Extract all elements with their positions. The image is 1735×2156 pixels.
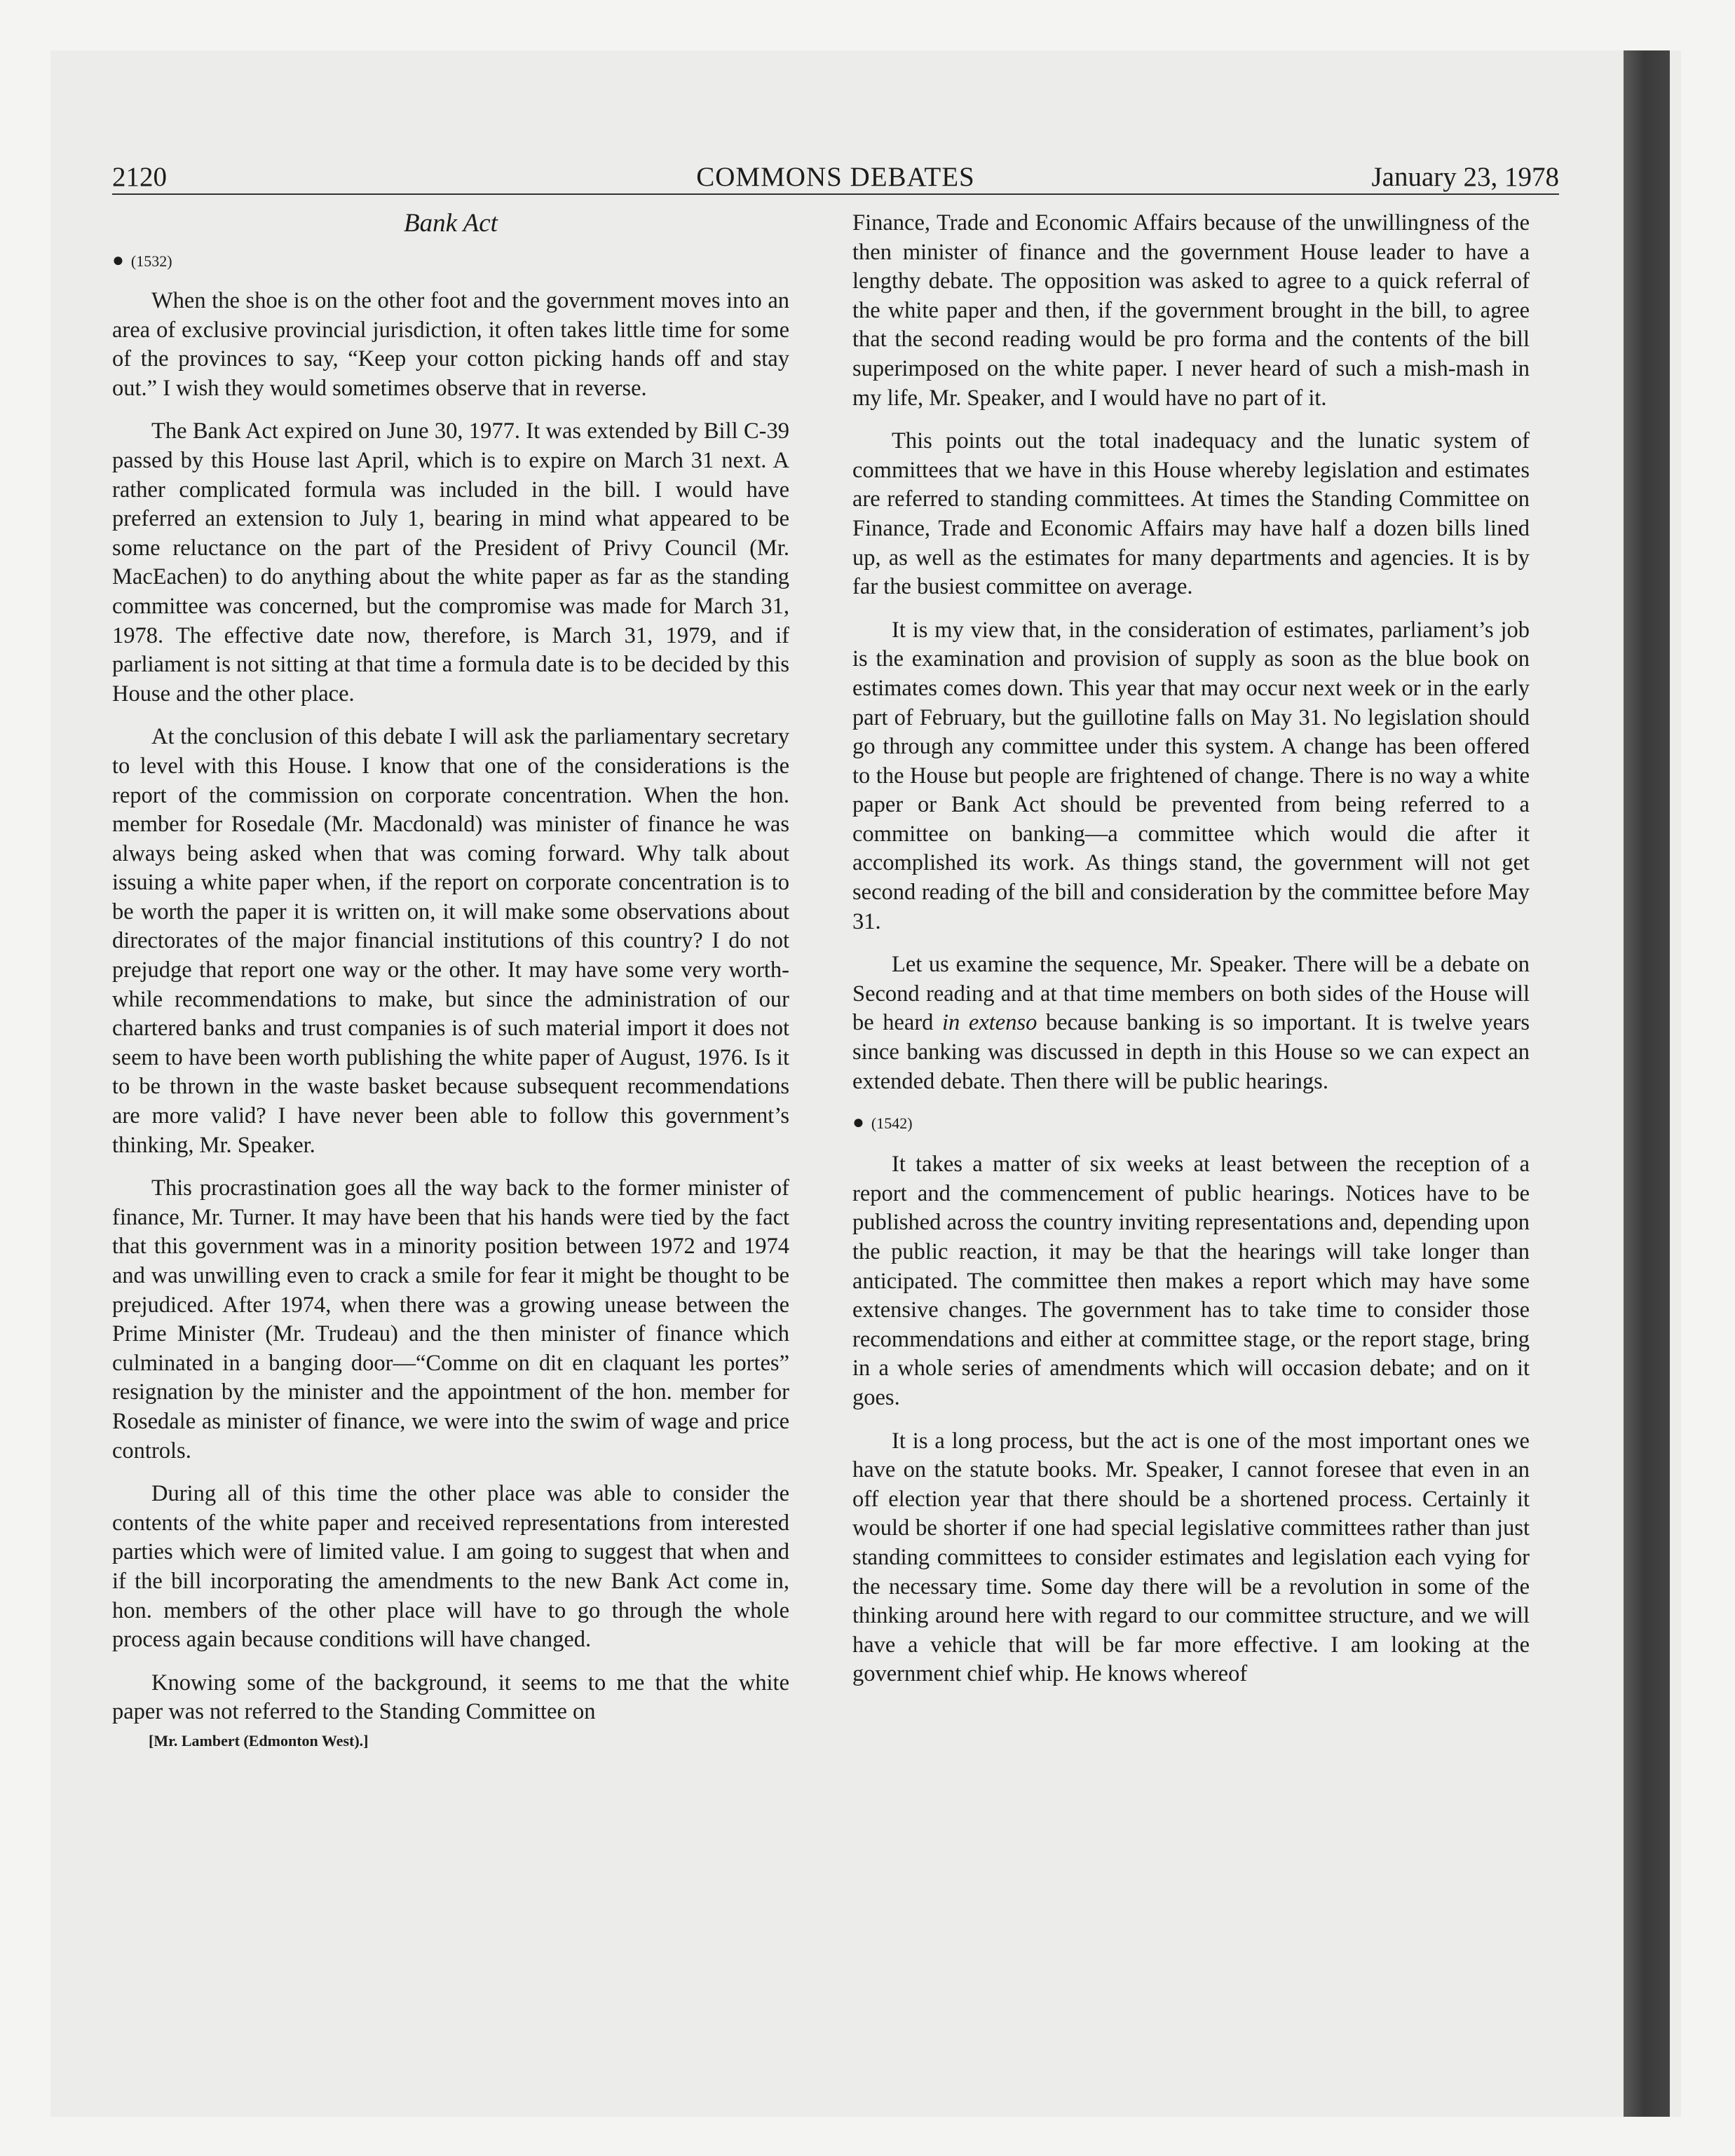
time-marker-text: (1542) [871, 1114, 913, 1133]
paragraph-sequence [852, 950, 1530, 1096]
paragraph-continuation: Finance, Trade and Economic Affairs because of the unwillingness of the then minister of finance and the government House leader to have a lengthy debate. The opposition was asked to agree to a quick referral of the white paper and then, if the government brought in the bill, to agree that the second reading would be pro forma and the contents of the bill superimposed on the white paper. I never heard of such a mish-mash in my life, Mr. Speaker, and I would have no part of it. [852, 210, 1530, 411]
page-number: 2120 [112, 162, 167, 192]
right-column [852, 209, 1530, 1703]
time-marker [112, 248, 789, 274]
page-header [112, 158, 1559, 196]
time-marker [852, 1110, 1530, 1136]
paragraph: It takes a matter of six weeks at least between the reception of a report and the commencement of public hearings. Notices have to be published across the country inviting representations and, depending upon the public reaction, it may be that the hearings will take longer than anticipated. The committee then makes a report which may have some extensive changes. The government has to take time to consider those recommendations and either at committee stage, or the report stage, bring in a whole series of amendments which will occasion debate; and on it goes. [852, 1152, 1530, 1410]
paragraph: During all of this time the other place was able to consider the contents of the white paper and received representations from interested parties which were of limited value. I am going to suggest that when and if the bill incorporating the amendments to the new Bank Act come in, hon. members of the other place will have to go through the whole process again because conditions will have changed. [112, 1481, 789, 1653]
scan-binding-edge [1624, 50, 1670, 2117]
left-column [112, 209, 789, 1751]
speaker-attribution: [Mr. Lambert (Edmonton West).] [149, 1731, 369, 1749]
paragraph: This points out the total inadequacy and the lunatic system of committees that we have in this House whereby legislation and estimates are referred to standing committees. At times the Standing Committee on Finance, Trade and Economic Affairs may have half a dozen bills lined up, as well as the estimates for many departments and agencies. It is by far the busiest committee on average. [852, 428, 1530, 600]
text-span: because banking is so important. It is twelve years since banking was discussed in depth in this House so we can expect an extended debate. Then there will be public hearings. [852, 1010, 1530, 1094]
section-title: Bank Act [404, 209, 498, 238]
text-span: Let us examine the sequence, Mr. Speaker. There will be a debate on Second reading and at that time members on both sides of the House will be heard [852, 952, 1530, 1036]
header-rule [112, 193, 1559, 195]
bullet-icon: ● [852, 1112, 864, 1134]
paragraph: The Bank Act expired on June 30, 1977. It was extended by Bill C-39 passed by this House last April, which is to expire on March 31 next. A rather complicated formula was included in the bill. I would have preferred an extension to July 1, bearing in mind what appeared to be some reluctance on the part of the President of Privy Council (Mr. MacEachen) to do anything about the white paper as far as the standing committee was concerned, but the compromise was made for March 31, 1978. The effective date now, therefore, is March 31, 1979, and if parliament is not sitting at that time a formula date is to be decided by this House and the other place. [112, 418, 789, 707]
publication-date: January 23, 1978 [1371, 162, 1559, 192]
paragraph: At the conclusion of this debate I will ask the parliamentary secretary to level with this House. I know that one of the considerations is the report of the commission on corporate concentration. When the hon. member for Rosedale (Mr. Macdonald) was minister of finance he was always being asked when that was coming forward. Why talk about issuing a white paper when, if the report on corporate concentration is to be worth the paper it is written on, it will make some observations about directorates of the major financial institutions of this country? I do not prejudge that report one way or the other. It may have some very worth-while recommendations to make, but since the administration of our chartered banks and trust companies is of such material import it does not seem to have been worth publishing the white paper of August, 1976. Is it to be thrown in the waste basket because subsequent recommendations are more valid? I have never been able to follow this government’s thinking, Mr. Speaker. [112, 724, 789, 1158]
paragraph: It is my view that, in the consideration of estimates, parliament’s job is the examination and provision of supply as soon as the blue book on estimates comes down. This year that may occur next week or in the early part of February, but the guillotine falls on May 31. No legislation should go through any committee under this system. A change has been offered to the House but people are frightened of change. There is no way a white paper or Bank Act should be prevented from being referred to a committee on banking—a committee which would die after it accomplished its work. As things stand, the government will not get second reading of the bill and consideration by the committee before May 31. [852, 617, 1530, 934]
time-marker-text: (1532) [130, 252, 172, 270]
paragraph: It is a long process, but the act is one of the most important ones we have on the statute books. Mr. Speaker, I cannot foresee that even in an off election year that there should be a shortened process. Certainly it would be shorter if one had special legislative committees rather than just standing committees to consider estimates and legislation each vying for the necessary time. Some day there will be a revolution in some of the thinking around here with regard to our committee structure, and we will have a vehicle that will be far more effective. I am looking at the government chief whip. He knows whereof [852, 1428, 1530, 1687]
publication-title: COMMONS DEBATES [696, 162, 975, 192]
paragraph: When the shoe is on the other foot and the government moves into an area of exclusive provincial jurisdiction, it often takes little time for some of the provinces to say, “Keep your cotton picking hands off and stay out.” I wish they would sometimes observe that in reverse. [112, 288, 789, 401]
paragraph: This procrastination goes all the way back to the former minister of finance, Mr. Turner. It may have been that his hands were tied by the fact that this government was in a minority position between 1972 and 1974 and was unwilling even to crack a smile for fear it might be thought to be prejudiced. After 1974, when there was a growing unease between the Prime Minister (Mr. Trudeau) and the then minister of finance which culminated in a banging door—“Comme on dit en claquant les portes” resignation by the minister and the appointment of the hon. member for Rosedale as minister of finance, we were into the swim of wage and price controls. [112, 1175, 789, 1464]
paragraph: Knowing some of the background, it seems to me that the white paper was not referred to the Standing Committee on [112, 1670, 789, 1725]
italic-phrase: in extenso [942, 1010, 1037, 1036]
bullet-icon: ● [112, 250, 124, 271]
